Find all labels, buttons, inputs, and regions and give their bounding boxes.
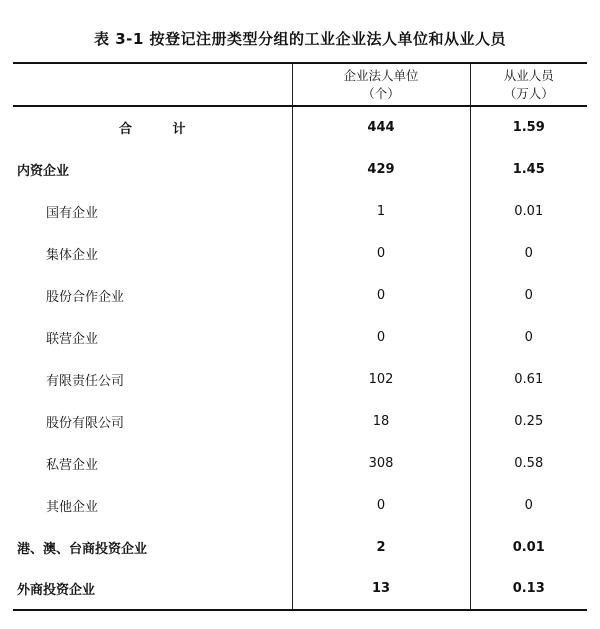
row-label: 合 计 xyxy=(118,122,204,137)
row-employees: 0.25 xyxy=(470,400,587,442)
row-label: 外商投资企业 xyxy=(17,583,96,598)
table-row xyxy=(13,190,587,232)
row-employees: 0.01 xyxy=(470,526,587,568)
row-employees: 0 xyxy=(470,232,587,274)
table-row-domestic xyxy=(13,148,587,190)
table-row-hk-macao-taiwan xyxy=(13,526,587,568)
table-row xyxy=(13,316,587,358)
header-employees-unit: （万人） xyxy=(503,85,554,101)
table-title: 表 3-1 按登记注册类型分组的工业企业法人单位和从业人员 xyxy=(93,30,507,48)
header-employees-label: 从业人员 xyxy=(503,67,554,83)
table-row xyxy=(13,484,587,526)
row-units: 429 xyxy=(292,148,470,190)
row-units: 444 xyxy=(292,106,470,148)
row-label: 私营企业 xyxy=(46,457,99,473)
table-row xyxy=(13,442,587,484)
header-category xyxy=(13,63,292,106)
row-units: 102 xyxy=(292,358,470,400)
row-employees: 0.58 xyxy=(470,442,587,484)
row-employees: 0 xyxy=(470,484,587,526)
statistics-table xyxy=(13,62,587,611)
header-employees xyxy=(470,63,587,106)
row-label: 集体企业 xyxy=(46,247,99,263)
row-employees: 0.13 xyxy=(470,568,587,610)
row-units: 0 xyxy=(292,484,470,526)
row-label: 国有企业 xyxy=(46,205,99,221)
row-units: 13 xyxy=(292,568,470,610)
row-label: 股份有限公司 xyxy=(46,415,125,431)
header-legal-units xyxy=(292,63,470,106)
row-units: 2 xyxy=(292,526,470,568)
row-units: 18 xyxy=(292,400,470,442)
row-employees: 0.61 xyxy=(470,358,587,400)
row-label: 联营企业 xyxy=(46,331,99,347)
table-row-foreign xyxy=(13,568,587,610)
header-row xyxy=(13,63,587,106)
table-row-total xyxy=(13,106,587,148)
row-label: 其他企业 xyxy=(46,499,99,515)
table-row xyxy=(13,358,587,400)
table-row xyxy=(13,274,587,316)
table-row xyxy=(13,232,587,274)
row-label: 股份合作企业 xyxy=(46,289,125,305)
row-label: 内资企业 xyxy=(17,163,70,179)
row-units: 0 xyxy=(292,274,470,316)
row-units: 0 xyxy=(292,232,470,274)
row-employees: 0 xyxy=(470,274,587,316)
row-label: 港、澳、台商投资企业 xyxy=(17,541,148,557)
row-label: 有限责任公司 xyxy=(46,373,125,389)
row-units: 0 xyxy=(292,316,470,358)
row-employees: 0.01 xyxy=(470,190,587,232)
row-employees: 0 xyxy=(470,316,587,358)
header-legal-units-unit: （个） xyxy=(362,85,400,101)
row-employees: 1.59 xyxy=(470,106,587,148)
table-row xyxy=(13,400,587,442)
header-legal-units-label: 企业法人单位 xyxy=(343,67,419,83)
row-units: 308 xyxy=(292,442,470,484)
row-units: 1 xyxy=(292,190,470,232)
row-employees: 1.45 xyxy=(470,148,587,190)
